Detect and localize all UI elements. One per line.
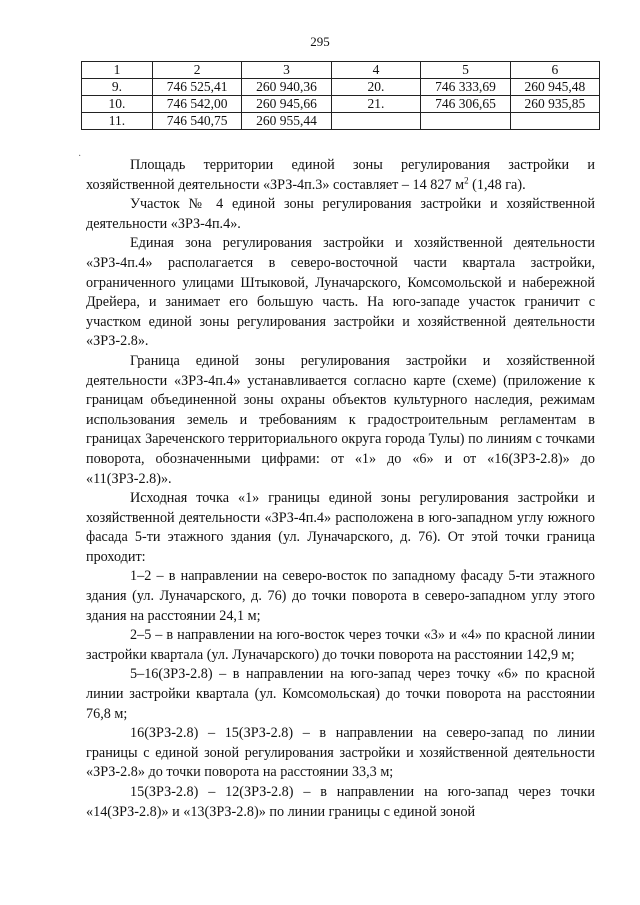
paragraph-segment-16-15: 16(ЗРЗ-2.8) – 15(ЗРЗ-2.8) – в направлении на северо-запад по линии границы с единой зоной регулирования застройки и хозяйственной деятельности «ЗРЗ-2.8» до точки поворота на расстоянии 33,3 м; xyxy=(86,725,595,781)
table-row xyxy=(82,113,600,130)
superscript-exponent: 2 xyxy=(464,174,469,185)
table-header-cell: 2 xyxy=(152,62,241,79)
coordinates-table xyxy=(81,61,600,130)
paragraph-segment-2-5: 2–5 – в направлении на юго-восток через точки «3» и «4» по красной линии застройки квартала (ул. Луначарского) до точки поворота на расстоянии 142,9 м; xyxy=(86,627,595,663)
table-header-cell: 1 xyxy=(82,62,153,79)
table-cell: 9. xyxy=(82,79,153,96)
table-cell: 746 525,41 xyxy=(152,79,241,96)
paragraph-segment-5-16: 5–16(ЗРЗ-2.8) – в направлении на юго-запад через точку «6» по красной линии застройки квартала (ул. Комсомольская) до точки поворота на расстоянии 76,8 м; xyxy=(86,666,595,722)
table-header-cell: 3 xyxy=(242,62,331,79)
page-number: 295 xyxy=(310,34,330,49)
table-cell: 21. xyxy=(331,96,421,113)
table-cell: 746 333,69 xyxy=(421,79,510,96)
table-cell: 746 542,00 xyxy=(152,96,241,113)
document-body xyxy=(86,156,595,822)
table-header-row xyxy=(82,62,600,79)
paragraph-area-text-end: (1,48 га). xyxy=(468,176,526,193)
table-row xyxy=(82,79,600,96)
paragraph-segment-1-2: 1–2 – в направлении на северо-восток по западному фасаду 5-ти этажного здания (ул. Луначарского, д. 76) до точки поворота в северо-западном углу этого здания на расстоянии 24,1 м; xyxy=(86,568,595,624)
stray-mark: · xyxy=(78,151,82,162)
paragraph-location: Единая зона регулирования застройки и хозяйственной деятельности «ЗРЗ-4п.4» располагается в северо-восточной части квартала застройки, ограниченного улицами Штыковой, Луначарского, Комсомольской и набережной Дрейера, и занимает его большую часть. На юго-западе участок граничит с участком единой зоны регулирования застройки и хозяйственной деятельности «ЗРЗ-2.8». xyxy=(86,235,595,350)
table-cell: 260 940,36 xyxy=(242,79,331,96)
table-cell: 260 945,66 xyxy=(242,96,331,113)
table-cell: 746 306,65 xyxy=(421,96,510,113)
table-cell: 20. xyxy=(331,79,421,96)
table-cell: 260 945,48 xyxy=(510,79,599,96)
table-header-cell: 6 xyxy=(510,62,599,79)
table-header-cell: 5 xyxy=(421,62,510,79)
table-header-cell: 4 xyxy=(331,62,421,79)
paragraph-boundary: Граница единой зоны регулирования застройки и хозяйственной деятельности «ЗРЗ-4п.4» устанавливается согласно карте (схеме) (приложение к границам объединенной зоны охраны объектов культурного наследия, режимам использования земель и требованиям к градостроительным регламентам в границах Зареченского территориального округа города Тулы) по линиям с точками поворота, обозначенными цифрами: от «1» до «6» и от «16(ЗРЗ-2.8)» до «11(ЗРЗ-2.8)». xyxy=(86,352,595,487)
paragraph-origin-point: Исходная точка «1» границы единой зоны регулирования застройки и хозяйственной деятельности «ЗРЗ-4п.4» расположена в юго-западном углу южного фасада 5-ти этажного здания (ул. Луначарского, д. 76). От этой точки граница проходит: xyxy=(86,490,595,565)
paragraph-area-text: Площадь территории единой зоны регулирования застройки и хозяйственной деятельности «ЗРЗ-4п.3» составляет – 14 827 м xyxy=(86,157,595,193)
table-cell-empty xyxy=(331,113,421,130)
table-cell: 260 955,44 xyxy=(242,113,331,130)
paragraph-area xyxy=(86,156,595,195)
table-cell: 11. xyxy=(82,113,153,130)
table-cell-empty xyxy=(510,113,599,130)
table-cell: 260 935,85 xyxy=(510,96,599,113)
table-cell: 10. xyxy=(82,96,153,113)
table-cell: 746 540,75 xyxy=(152,113,241,130)
paragraph-plot-title: Участок № 4 единой зоны регулирования застройки и хозяйственной деятельности «ЗРЗ-4п.4». xyxy=(86,196,595,232)
table-row xyxy=(82,96,600,113)
paragraph-segment-15-12: 15(ЗРЗ-2.8) – 12(ЗРЗ-2.8) – в направлении на юго-запад через точки «14(ЗРЗ-2.8)» и «13(ЗРЗ-2.8)» по линии границы с единой зоной xyxy=(86,784,595,820)
table-cell-empty xyxy=(421,113,510,130)
